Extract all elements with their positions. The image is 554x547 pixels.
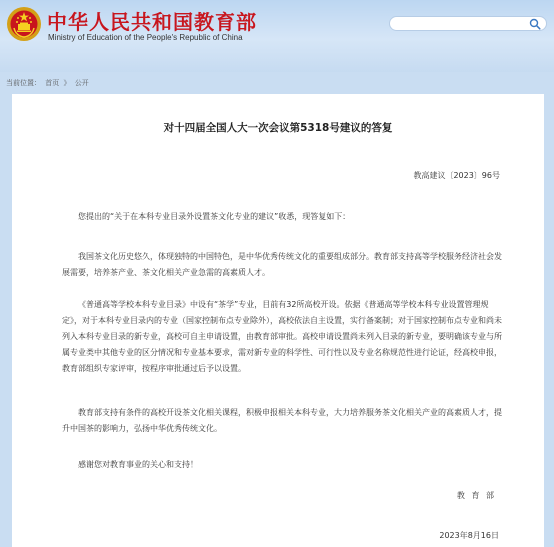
paragraph: 教育部支持有条件的高校开设茶文化相关课程，积极申报相关本科专业，大力培养服务茶文化相关产业的高素质人才，提升中国茶的影响力，弘扬中华优秀传统文化。 xyxy=(62,408,502,433)
signature-date: 2023年8月16日 xyxy=(439,531,499,540)
paragraph: 《普通高等学校本科专业目录》中设有“茶学”专业，目前有32所高校开设。依据《普通高等学校本科专业设置管理规定》，对于本科专业目录内的专业（国家控制布点专业除外），高校依法自主设置，实行备案制；对于国家控制布点专业和尚未列入本科专业目录的新专业，高校可自主申请设置，由教育部审批。高校申请设置尚未列入目录的新专业，要明确该专业与所属专业类中其他专业的区分情况和专业基本要求，需对新专业的科学性、可行性以及专业名称规范性进行论证，经高校申报，教育部组织专家评审，按程序审批通过后予以设置。 xyxy=(62,300,502,373)
breadcrumb-public-link[interactable]: 公开 xyxy=(74,79,89,87)
search-icon[interactable] xyxy=(529,18,541,30)
document-number: 教高建议〔2023〕96号 xyxy=(413,171,500,180)
site-header xyxy=(0,0,554,72)
paragraph: 我国茶文化历史悠久，体现独特的中国特色，是中华优秀传统文化的重要组成部分。教育部支持高等学校服务经济社会发展需要，培养茶产业、茶文化相关产业急需的高素质人才。 xyxy=(62,252,502,277)
signature-organization: 教 育 部 xyxy=(456,491,496,500)
search-box[interactable] xyxy=(389,16,547,31)
paragraph: 您提出的“关于在本科专业目录外设置茶文化专业的建议”收悉，现答复如下： xyxy=(78,212,351,221)
breadcrumb-separator: 》 xyxy=(63,79,71,87)
site-subtitle: Ministry of Education of the People's Republic of China xyxy=(48,33,243,42)
search-input[interactable] xyxy=(396,17,526,30)
site-title[interactable]: 中华人民共和国教育部 xyxy=(47,10,257,34)
document-title: 对十四届全国人大一次会议第5318号建议的答复 xyxy=(163,122,393,134)
breadcrumb-home-link[interactable]: 首页 xyxy=(45,79,60,87)
document-panel xyxy=(12,94,544,547)
breadcrumb xyxy=(6,78,91,88)
paragraph: 感谢您对教育事业的关心和支持！ xyxy=(78,460,198,469)
breadcrumb-prefix: 当前位置： xyxy=(6,79,41,87)
national-emblem-icon[interactable] xyxy=(6,6,42,42)
